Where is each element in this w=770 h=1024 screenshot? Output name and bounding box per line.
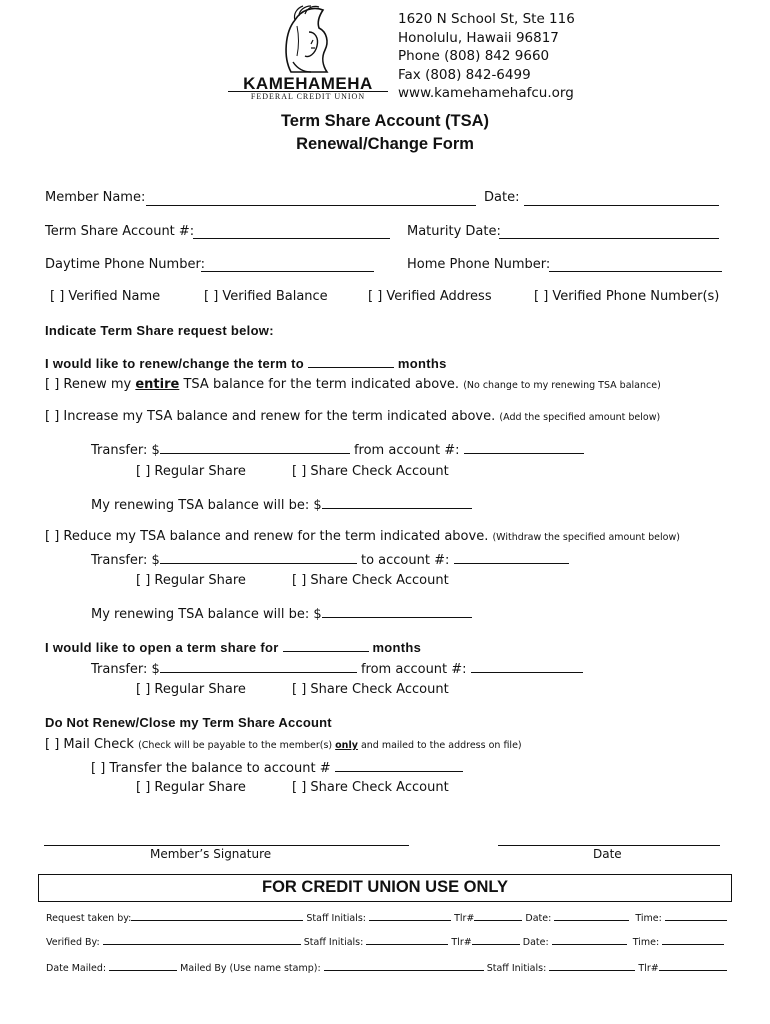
title-line-1: Term Share Account (TSA) bbox=[280, 112, 490, 130]
reduce-to-account-line[interactable] bbox=[454, 551, 569, 564]
verified-by-line[interactable] bbox=[103, 935, 301, 945]
address-line: 1620 N School St, Ste 116 bbox=[398, 11, 575, 27]
date-label: Date: bbox=[484, 190, 520, 205]
staff-initials-label: Staff Initials: bbox=[306, 913, 366, 924]
staff-initials-label: Staff Initials: bbox=[486, 963, 547, 974]
open-from-account-line[interactable] bbox=[471, 660, 583, 673]
date-label: Date: bbox=[522, 937, 549, 948]
verified-phone-checkbox[interactable]: [ ] Verified Phone Number(s) bbox=[534, 289, 720, 304]
reduce-note: (Withdraw the specified amount below) bbox=[492, 532, 680, 543]
open-heading-text: I would like to open a term share for bbox=[45, 640, 279, 655]
signature-line[interactable] bbox=[44, 845, 409, 846]
close-regular-share-checkbox[interactable]: [ ] Regular Share bbox=[136, 780, 246, 795]
increase-text: [ ] Increase my TSA balance and renew for the term indicated above. bbox=[45, 409, 496, 424]
member-name-line[interactable] bbox=[146, 205, 476, 206]
fax-line: Fax (808) 842-6499 bbox=[398, 66, 531, 83]
to-account-label: to account #: bbox=[360, 553, 450, 568]
daytime-phone-line[interactable] bbox=[201, 271, 374, 272]
increase-note: (Add the specified amount below) bbox=[499, 412, 661, 423]
verified-name-checkbox[interactable]: [ ] Verified Name bbox=[50, 289, 161, 304]
office-time-line[interactable] bbox=[665, 911, 727, 921]
mail-note-b: and mailed to the address on file) bbox=[360, 740, 522, 751]
transfer-balance-account-line[interactable] bbox=[335, 759, 463, 772]
maturity-date-line[interactable] bbox=[499, 238, 719, 239]
mail-check-note bbox=[138, 740, 522, 751]
time-label: Time: bbox=[632, 937, 660, 948]
phone-line: Phone (808) 842 9660 bbox=[398, 48, 550, 64]
address-line: Honolulu, Hawaii 96817 bbox=[398, 29, 559, 46]
renew-entire-note: (No change to my renewing TSA balance) bbox=[463, 380, 661, 391]
increase-transfer-amount-line[interactable] bbox=[160, 441, 350, 454]
office-row-3 bbox=[46, 961, 727, 974]
open-share-check-checkbox[interactable]: [ ] Share Check Account bbox=[292, 682, 449, 697]
renewing-balance-label: My renewing TSA balance will be: $ bbox=[91, 498, 322, 513]
office-time-line[interactable] bbox=[662, 935, 724, 945]
tlr-label: Tlr# bbox=[638, 963, 659, 974]
reduce-text: [ ] Reduce my TSA balance and renew for the term indicated above. bbox=[45, 529, 489, 544]
open-months-label: months bbox=[372, 640, 422, 655]
office-row-2 bbox=[46, 935, 724, 948]
increase-option[interactable] bbox=[45, 409, 660, 424]
mail-note-a: (Check will be payable to the member(s) bbox=[138, 740, 333, 751]
renew-entire-b: TSA balance for the term indicated above. bbox=[183, 377, 460, 392]
staff-initials-line[interactable] bbox=[366, 935, 448, 945]
office-date-line[interactable] bbox=[552, 935, 627, 945]
tlr-label: Tlr# bbox=[451, 937, 472, 948]
open-months-line[interactable] bbox=[283, 639, 369, 652]
office-row-1 bbox=[46, 911, 727, 924]
website-line: www.kamehamehafcu.org bbox=[398, 85, 574, 101]
renew-heading bbox=[45, 355, 447, 371]
transfer-balance-option[interactable] bbox=[91, 759, 463, 776]
signature-date-label: Date bbox=[593, 847, 622, 861]
tlr-line[interactable] bbox=[472, 935, 520, 945]
mailed-by-label: Mailed By (Use name stamp): bbox=[180, 963, 321, 974]
staff-initials-line[interactable] bbox=[369, 911, 451, 921]
org-name: KAMEHAMEHA bbox=[243, 74, 373, 93]
renew-heading-text: I would like to renew/change the term to bbox=[45, 356, 305, 371]
renew-months-line[interactable] bbox=[308, 355, 394, 368]
signature-date-line[interactable] bbox=[498, 845, 720, 846]
staff-initials-label: Staff Initials: bbox=[303, 937, 364, 948]
mail-check-option[interactable] bbox=[45, 737, 522, 752]
date-mailed-label: Date Mailed: bbox=[46, 963, 107, 974]
mail-check-text: [ ] Mail Check bbox=[45, 737, 134, 752]
office-date-line[interactable] bbox=[554, 911, 629, 921]
reduce-regular-share-checkbox[interactable]: [ ] Regular Share bbox=[136, 573, 246, 588]
open-transfer-amount-line[interactable] bbox=[160, 660, 357, 673]
org-subtitle: FEDERAL CREDIT UNION bbox=[228, 91, 388, 101]
request-taken-label: Request taken by: bbox=[46, 913, 132, 924]
increase-transfer-row bbox=[91, 441, 584, 458]
home-phone-line[interactable] bbox=[549, 271, 722, 272]
reduce-renewing-balance bbox=[91, 605, 472, 622]
address-block bbox=[398, 10, 575, 103]
tlr-line[interactable] bbox=[659, 961, 727, 971]
from-account-label: from account #: bbox=[360, 662, 467, 677]
maturity-date-label: Maturity Date: bbox=[407, 224, 501, 239]
close-share-check-checkbox[interactable]: [ ] Share Check Account bbox=[292, 780, 449, 795]
reduce-transfer-row bbox=[91, 551, 569, 568]
open-transfer-row bbox=[91, 660, 583, 677]
time-label: Time: bbox=[635, 913, 662, 924]
transfer-balance-text: [ ] Transfer the balance to account # bbox=[91, 761, 331, 776]
member-name-label: Member Name: bbox=[45, 190, 146, 205]
tsa-number-line[interactable] bbox=[193, 238, 390, 239]
logo bbox=[228, 2, 388, 100]
request-taken-line[interactable] bbox=[131, 911, 303, 921]
staff-initials-line[interactable] bbox=[549, 961, 635, 971]
reduce-renewing-balance-line[interactable] bbox=[322, 605, 472, 618]
date-label: Date: bbox=[525, 913, 552, 924]
tlr-line[interactable] bbox=[474, 911, 522, 921]
close-heading: Do Not Renew/Close my Term Share Account bbox=[45, 715, 332, 730]
renew-entire-emphasis: entire bbox=[135, 377, 180, 392]
verified-by-label: Verified By: bbox=[46, 937, 100, 948]
verified-balance-checkbox[interactable]: [ ] Verified Balance bbox=[204, 289, 328, 304]
cu-use-title: FOR CREDIT UNION USE ONLY bbox=[262, 878, 508, 896]
renewing-balance-label: My renewing TSA balance will be: $ bbox=[91, 607, 322, 622]
signature-label: Member’s Signature bbox=[150, 847, 272, 861]
renew-entire-a: [ ] Renew my bbox=[45, 377, 132, 392]
from-account-label: from account #: bbox=[353, 443, 460, 458]
increase-regular-share-checkbox[interactable]: [ ] Regular Share bbox=[136, 464, 246, 479]
title-line-2: Renewal/Change Form bbox=[296, 135, 474, 153]
home-phone-label: Home Phone Number: bbox=[407, 257, 551, 272]
transfer-label: Transfer: $ bbox=[91, 443, 160, 458]
daytime-phone-label: Daytime Phone Number: bbox=[45, 257, 205, 272]
renew-months-label: months bbox=[397, 356, 447, 371]
indicate-heading: Indicate Term Share request below: bbox=[45, 323, 274, 338]
reduce-option[interactable] bbox=[45, 529, 680, 544]
tsa-number-label: Term Share Account #: bbox=[45, 224, 195, 239]
open-heading bbox=[45, 639, 421, 655]
tlr-label: Tlr# bbox=[454, 913, 475, 924]
transfer-label: Transfer: $ bbox=[91, 553, 160, 568]
mailed-by-line[interactable] bbox=[324, 961, 484, 971]
renew-entire-option[interactable] bbox=[45, 377, 661, 392]
transfer-label: Transfer: $ bbox=[91, 662, 160, 677]
date-line[interactable] bbox=[524, 205, 719, 206]
date-mailed-line[interactable] bbox=[109, 961, 177, 971]
open-regular-share-checkbox[interactable]: [ ] Regular Share bbox=[136, 682, 246, 697]
increase-renewing-balance bbox=[91, 496, 472, 513]
increase-share-check-checkbox[interactable]: [ ] Share Check Account bbox=[292, 464, 449, 479]
warrior-helmet-logo-icon bbox=[253, 2, 353, 82]
reduce-transfer-amount-line[interactable] bbox=[160, 551, 357, 564]
increase-from-account-line[interactable] bbox=[464, 441, 584, 454]
reduce-share-check-checkbox[interactable]: [ ] Share Check Account bbox=[292, 573, 449, 588]
verified-address-checkbox[interactable]: [ ] Verified Address bbox=[368, 289, 492, 304]
mail-note-only: only bbox=[335, 740, 358, 751]
form-title bbox=[0, 110, 770, 156]
increase-renewing-balance-line[interactable] bbox=[322, 496, 472, 509]
